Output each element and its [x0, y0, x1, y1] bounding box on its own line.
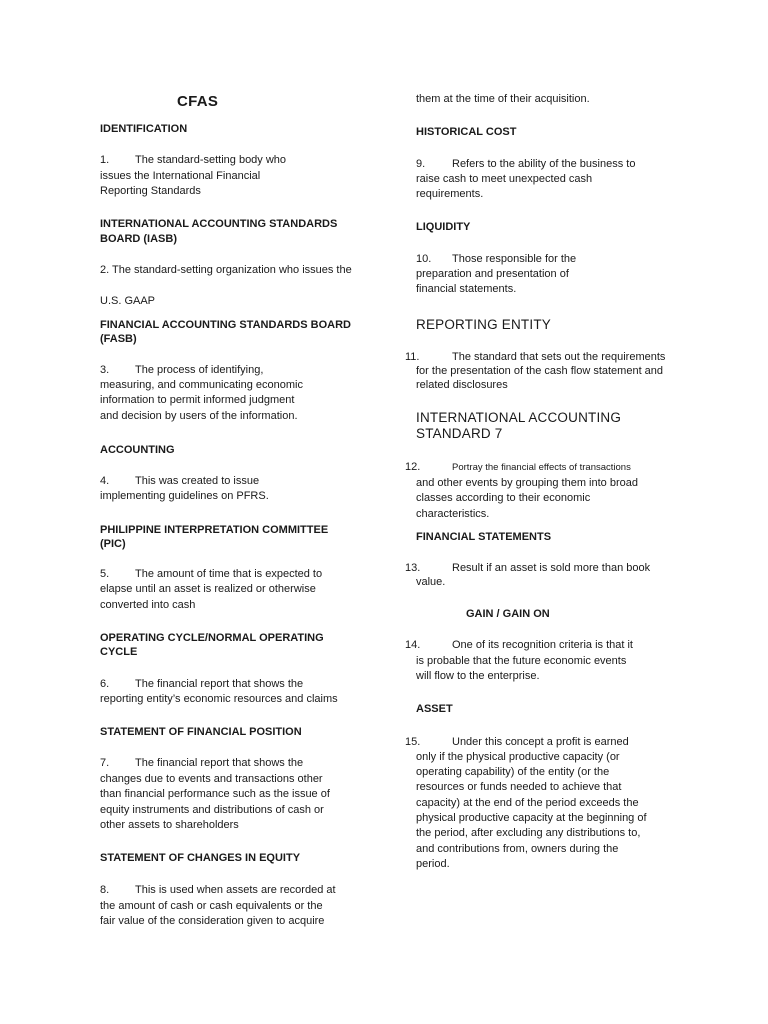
question-text: classes according to their economic — [416, 492, 591, 504]
answer-text: INTERNATIONAL ACCOUNTING STANDARDS — [100, 218, 338, 230]
question-text: period. — [416, 858, 450, 870]
answer-text: (PIC) — [100, 538, 126, 550]
question-text: operating capability) of the entity (or the — [416, 766, 610, 778]
question-text: The process of identifying, — [135, 364, 264, 376]
answer-9: LIQUIDITY — [416, 221, 471, 233]
question-8-continued: them at the time of their acquisition. — [416, 93, 590, 105]
question-text: Portray the financial effects of transactions — [452, 462, 631, 473]
answer-7: STATEMENT OF CHANGES IN EQUITY — [100, 852, 301, 864]
question-text: Result if an asset is sold more than book — [452, 562, 651, 574]
question-text: the amount of cash or cash equivalents or the — [100, 900, 323, 912]
question-text: characteristics. — [416, 508, 490, 520]
question-text: Those responsible for the — [452, 253, 577, 265]
answer-10: REPORTING ENTITY — [416, 317, 551, 332]
question-text: raise cash to meet unexpected cash — [416, 173, 593, 185]
question-text: resources or funds needed to achieve that — [416, 781, 622, 793]
section-heading: IDENTIFICATION — [100, 123, 188, 135]
answer-text: STANDARD 7 — [416, 426, 503, 441]
question-text: related disclosures — [416, 379, 508, 391]
question-text: The standard that sets out the requirements — [452, 351, 666, 363]
question-text: and contributions from, owners during the — [416, 843, 619, 855]
question-text: fair value of the consideration given to acquire — [100, 915, 325, 927]
question-text: will flow to the enterprise. — [416, 670, 540, 682]
question-text: value. — [416, 576, 446, 588]
question-text: The amount of time that is expected to — [135, 568, 323, 580]
question-text: physical productive capacity at the beginning of — [416, 812, 647, 824]
question-number: 4. — [100, 475, 110, 487]
question-number: 12. — [405, 461, 421, 473]
question-text: Under this concept a profit is earned — [452, 736, 629, 748]
answer-text: PHILIPPINE INTERPRETATION COMMITTEE — [100, 524, 329, 536]
answer-6: STATEMENT OF FINANCIAL POSITION — [100, 726, 302, 738]
question-text: Refers to the ability of the business to — [452, 158, 636, 170]
answer-13: GAIN / GAIN ON — [466, 608, 550, 620]
question-text: converted into cash — [100, 599, 196, 611]
question-number: 6. — [100, 678, 110, 690]
answer-text: OPERATING CYCLE/NORMAL OPERATING — [100, 632, 324, 644]
answer-text: (FASB) — [100, 333, 137, 345]
question-text: than financial performance such as the issue of — [100, 788, 330, 800]
question-number: 9. — [416, 158, 426, 170]
question-number: 1. — [100, 154, 110, 166]
question-text: and decision by users of the information. — [100, 410, 298, 422]
question-number: 15. — [405, 736, 421, 748]
question-text: financial statements. — [416, 283, 517, 295]
question-text: is probable that the future economic events — [416, 655, 627, 667]
answer-8: HISTORICAL COST — [416, 126, 517, 138]
question-number: 8. — [100, 884, 110, 896]
answer-3: ACCOUNTING — [100, 444, 175, 456]
question-text: preparation and presentation of — [416, 268, 569, 280]
question-text: This is used when assets are recorded at — [135, 884, 336, 896]
answer-text: CYCLE — [100, 646, 138, 658]
answer-12: FINANCIAL STATEMENTS — [416, 531, 552, 543]
question-number: 14. — [405, 639, 421, 651]
question-text: capacity) at the end of the period exceeds the — [416, 797, 639, 809]
question-text: and other events by grouping them into broad — [416, 477, 638, 489]
question-number: 3. — [100, 364, 110, 376]
question-text: The financial report that shows the — [135, 757, 304, 769]
question-text: equity instruments and distributions of cash or — [100, 804, 324, 816]
page-title: CFAS — [177, 93, 219, 110]
question-text: elapse until an asset is realized or otherwise — [100, 583, 316, 595]
question-number: 7. — [100, 757, 110, 769]
answer-text: FINANCIAL ACCOUNTING STANDARDS BOARD — [100, 319, 351, 331]
question-number: 13. — [405, 562, 421, 574]
question-text: requirements. — [416, 188, 484, 200]
question-text: 2. The standard-setting organization who issues the — [100, 264, 352, 276]
answer-text: BOARD (IASB) — [100, 233, 177, 245]
question-text: the period, after excluding any distributions to, — [416, 827, 641, 839]
question-text: U.S. GAAP — [100, 295, 156, 307]
question-text: measuring, and communicating economic — [100, 379, 303, 391]
question-text: for the presentation of the cash flow statement and — [416, 365, 664, 377]
question-text: The financial report that shows the — [135, 678, 304, 690]
question-text: issues the International Financial — [100, 170, 261, 182]
question-text: This was created to issue — [135, 475, 260, 487]
question-number: 10. — [416, 253, 432, 265]
answer-14: ASSET — [416, 703, 453, 715]
question-text: only if the physical productive capacity (or — [416, 751, 620, 763]
question-text: implementing guidelines on PFRS. — [100, 490, 269, 502]
question-text: changes due to events and transactions other — [100, 773, 323, 785]
answer-text: INTERNATIONAL ACCOUNTING — [416, 410, 622, 425]
question-text: One of its recognition criteria is that it — [452, 639, 633, 651]
question-number: 5. — [100, 568, 110, 580]
question-number: 11. — [405, 351, 420, 363]
question-text: information to permit informed judgment — [100, 394, 295, 406]
question-text: other assets to shareholders — [100, 819, 239, 831]
question-text: The standard-setting body who — [135, 154, 287, 166]
question-text: reporting entity’s economic resources and claims — [100, 693, 338, 705]
question-text: Reporting Standards — [100, 185, 201, 197]
